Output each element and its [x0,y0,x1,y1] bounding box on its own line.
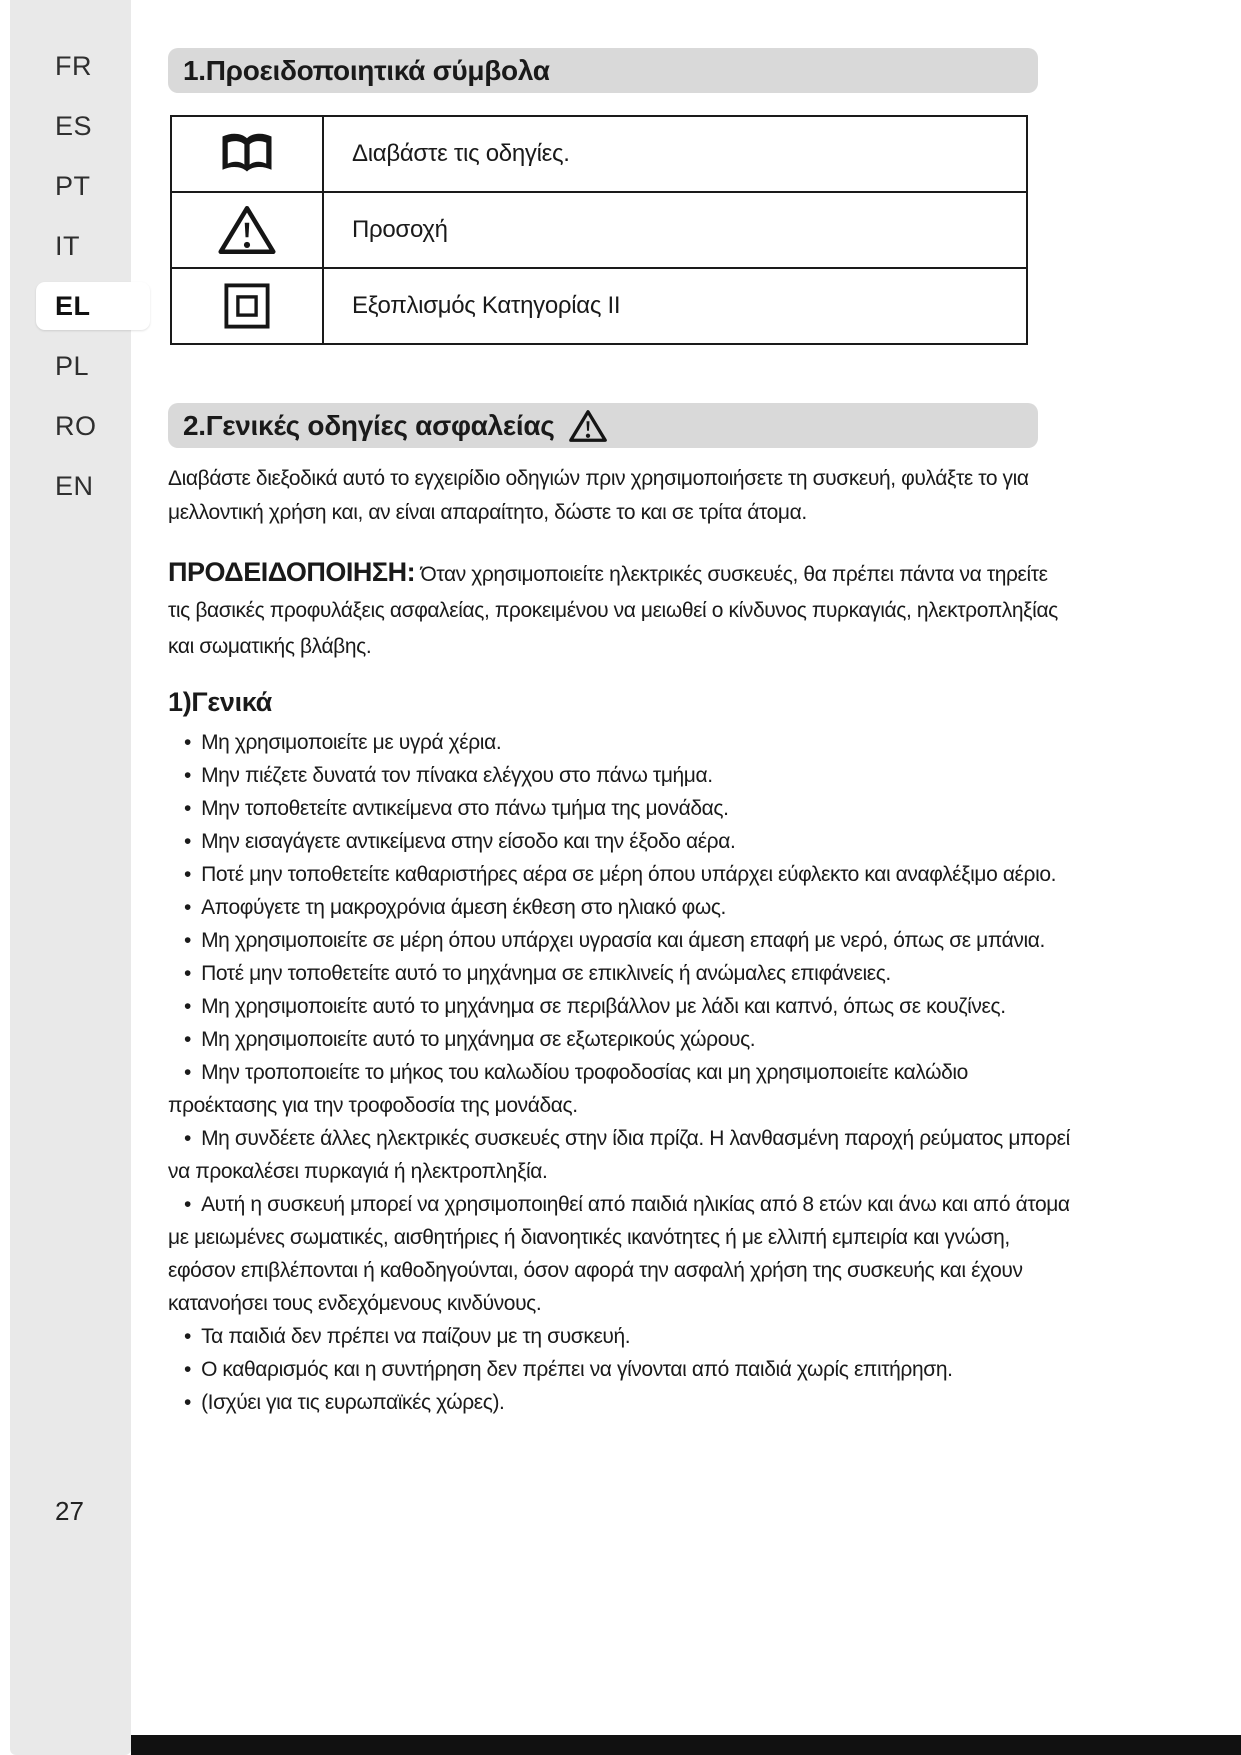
bullet-item: • Αποφύγετε τη μακροχρόνια άμεση έκθεση στο ηλιακό φως. [168,891,1076,924]
bullet-item: • Μη χρησιμοποιείτε αυτό το μηχάνημα σε περιβάλλον με λάδι και καπνό, όπως σε κουζίνες. [168,990,1076,1023]
bullet-item: • Μη χρησιμοποιείτε σε μέρη όπου υπάρχει υγρασία και άμεση επαφή με νερό, όπως σε μπάνια. [168,924,1076,957]
symbol-icon-cell [172,269,324,343]
symbols-table [170,115,1028,345]
section2-title: 2.Γενικές οδηγίες ασφαλείας [183,409,555,441]
main-content [168,0,1080,1419]
sidebar-item-es: ES [55,110,93,141]
warning-text: Όταν χρησιμοποιείτε ηλεκτρικές συσκευές, θα πρέπει πάντα να τηρείτε τις βασικές προφυλάξεις ασφαλείας, προκειμένου να μειωθεί ο κίνδυνος πυρκαγιάς, ηλεκτροπληξίας και σωματικής βλάβης. [168,563,1058,658]
sidebar-item-it: IT [55,230,80,261]
table-row [172,267,1026,343]
open-book-icon [219,131,275,177]
sidebar-item-ro: RO [55,410,97,441]
language-sidebar [10,0,131,1755]
subsection-title: 1)Γενικά [168,687,272,717]
symbol-label: Εξοπλισμός Κατηγορίας II [352,292,621,319]
sidebar-item-pt: PT [55,170,91,201]
table-row [172,191,1026,267]
table-row [172,117,1026,191]
intro-paragraph: Διαβάστε διεξοδικά αυτό το εγχειρίδιο οδηγιών πριν χρησιμοποιήσετε τη συσκευή, φυλάξτε το για μελλοντική χρήση και, αν είναι απαραίτητο, δώστε το και σε τρίτα άτομα. [168,467,1029,524]
sidebar-item-fr: FR [55,50,92,81]
bullet-item: • (Ισχύει για τις ευρωπαϊκές χώρες). [168,1386,1076,1419]
class-ii-equipment-icon [224,283,270,329]
bullet-item: • Μην εισαγάγετε αντικείμενα στην είσοδο και την έξοδο αέρα. [168,825,1076,858]
page-number: 27 [55,1496,84,1526]
section2-header [168,403,1038,448]
symbol-icon-cell [172,193,324,267]
symbol-label: Προσοχή [352,216,448,243]
sidebar-item-en: EN [55,470,94,501]
footer-bar [131,1735,1241,1755]
bullet-item: • Μη χρησιμοποιείτε με υγρά χέρια. [168,726,1076,759]
bullet-item: • Ο καθαρισμός και η συντήρηση δεν πρέπει να γίνονται από παιδιά χωρίς επιτήρηση. [168,1353,1076,1386]
bullet-item: • Τα παιδιά δεν πρέπει να παίζουν με τη συσκευή. [168,1320,1076,1353]
bullet-item: • Αυτή η συσκευή μπορεί να χρησιμοποιηθεί από παιδιά ηλικίας από 8 ετών και άνω και από άτομα με μειωμένες σωματικές, αισθητήριες ή διανοητικές ικανότητες ή με ελλιπή εμπειρία και γνώση, εφόσον επιβλέπονται ή καθοδηγούνται, όσον αφορά την ασφαλή χρήση της συσκευής και έχουν κατανοήσει τους ενδεχόμενους κινδύνους. [168,1188,1076,1320]
sidebar-item-pl: PL [55,350,90,381]
bullet-item: • Μην τροποποιείτε το μήκος του καλωδίου τροφοδοσίας και μη χρησιμοποιείτε καλώδιο προέκτασης για την τροφοδοσία της μονάδας. [168,1056,1076,1122]
bullet-item: • Μην πιέζετε δυνατά τον πίνακα ελέγχου στο πάνω τμήμα. [168,759,1076,792]
warning-label: ΠΡΟΔΕΙΔΟΠΟΙΗΣΗ: [168,557,416,587]
section1-title: 1.Προειδοποιητικά σύμβολα [183,54,550,86]
bullet-item: • Ποτέ μην τοποθετείτε αυτό το μηχάνημα σε επικλινείς ή ανώμαλες επιφάνειες. [168,957,1076,990]
symbol-label: Διαβάστε τις οδηγίες. [352,140,570,167]
bullet-item: • Μη συνδέετε άλλες ηλεκτρικές συσκευές στην ίδια πρίζα. Η λανθασμένη παροχή ρεύματος μπορεί να προκαλέσει πυρκαγιά ή ηλεκτροπληξία. [168,1122,1076,1188]
bullet-item: • Μην τοποθετείτε αντικείμενα στο πάνω τμήμα της μονάδας. [168,792,1076,825]
bullet-item: • Μη χρησιμοποιείτε αυτό το μηχάνημα σε εξωτερικούς χώρους. [168,1023,1076,1056]
section1-header [168,48,1038,93]
warning-paragraph [168,554,1070,665]
bullet-item: • Ποτέ μην τοποθετείτε καθαριστήρες αέρα σε μέρη όπου υπάρχει εύφλεκτο και αναφλέξιμο αέριο. [168,858,1076,891]
warning-triangle-icon [569,409,607,443]
warning-triangle-icon [218,204,276,256]
symbol-icon-cell [172,117,324,191]
sidebar-item-el-active: EL [36,282,150,330]
